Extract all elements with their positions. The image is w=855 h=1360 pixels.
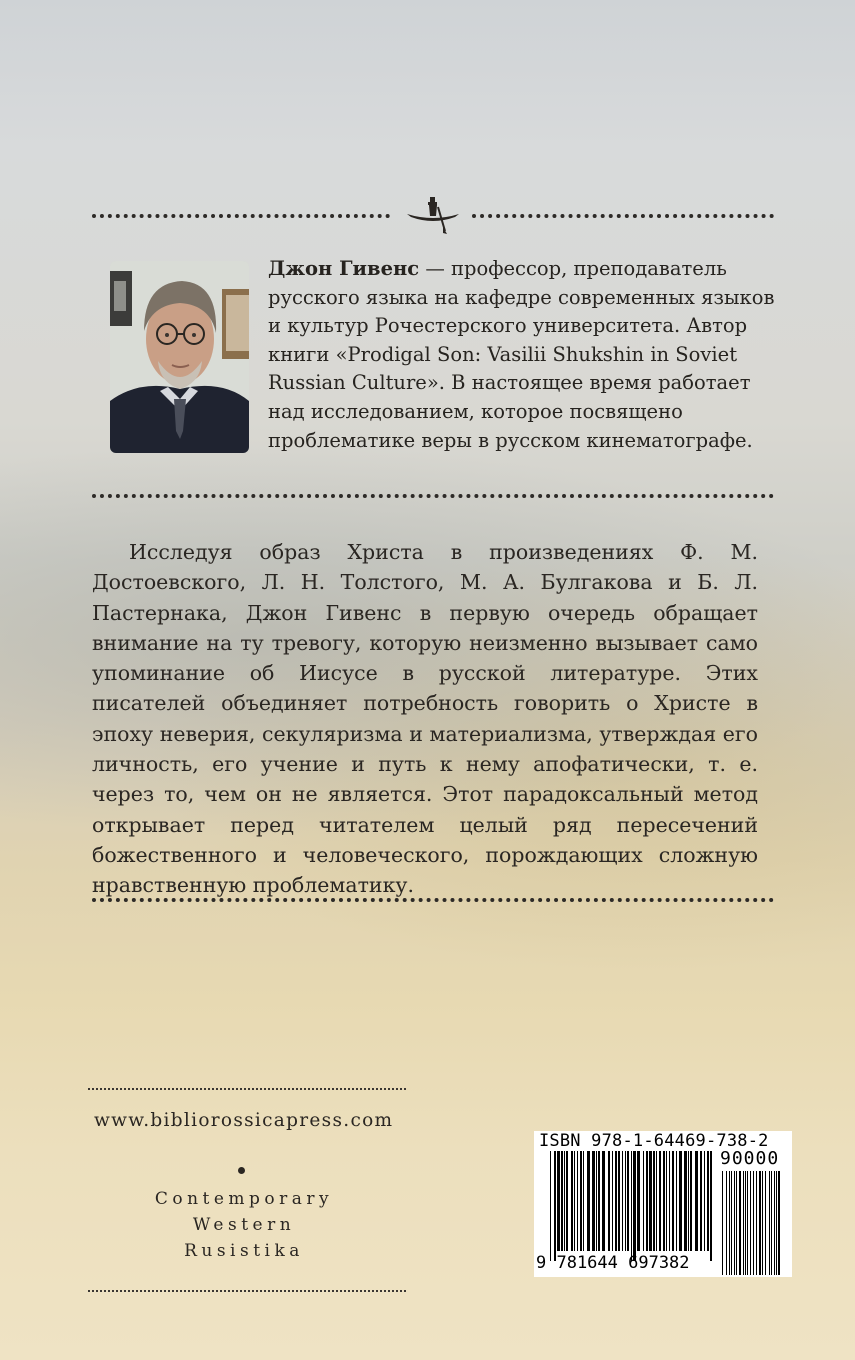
barcode-bar	[666, 1151, 667, 1251]
barcode-bar	[690, 1151, 692, 1251]
ean-digits: 9 781644 697382	[536, 1253, 690, 1273]
barcode-bar	[659, 1151, 661, 1251]
barcode-bar	[739, 1171, 741, 1275]
barcode-bar	[743, 1171, 744, 1275]
barcode-bar	[676, 1151, 677, 1251]
author-name: Джон Гивенс	[268, 257, 420, 280]
barcode-bar	[653, 1151, 655, 1251]
barcode-bar	[633, 1151, 636, 1261]
barcode-bar	[745, 1171, 746, 1275]
barcode-bar	[707, 1151, 709, 1251]
barcode-bar	[625, 1151, 626, 1251]
book-description: Исследуя образ Христа в произведениях Ф. М. Достоевского, Л. Н. Толстого, М. А. Булгакова и Б. Л. Пастернака, Джон Гивенс в первую очередь обращает внимание на ту тревогу, которую неизменно вызывает само упоминание об Иисусе в русской литературе. Этих писателей объединяет потребность говорить о Христе в эпоху неверия, секуляризма и материализма, утверждая его личность, его учение и путь к нему апофатически, т. е. через то, чем он не является. Этот парадоксальный метод открывает перед читателем целый ряд пересечений божественного и человеческого, порождающих сложную нравственную проблематику.	[92, 540, 758, 898]
price-addon: 90000	[720, 1148, 780, 1169]
barcode-bar	[736, 1171, 737, 1275]
barcode-bar	[734, 1171, 735, 1275]
barcode-bar	[608, 1151, 610, 1251]
barcode-bar	[771, 1171, 772, 1275]
series-line-3: Rusistika	[184, 1241, 304, 1261]
barcode-bar	[583, 1151, 584, 1251]
barcode-bar	[704, 1151, 705, 1251]
barcode-bar	[557, 1151, 560, 1251]
publisher-divider-bottom	[88, 1290, 406, 1292]
barcode-bar	[672, 1151, 674, 1251]
barcode-bar	[627, 1151, 629, 1251]
barcode-bar	[663, 1151, 665, 1251]
barcode-bar	[631, 1151, 632, 1261]
addon-bars	[720, 1171, 788, 1275]
barcode-bar	[598, 1151, 600, 1251]
barcode-bar	[612, 1151, 613, 1251]
barcode-bar	[550, 1151, 551, 1261]
barcode-bar	[602, 1151, 605, 1251]
barcode-bar	[684, 1151, 687, 1251]
barcode-bar	[596, 1151, 597, 1251]
publisher-divider-top	[88, 1088, 406, 1090]
barcode-bar	[649, 1151, 652, 1251]
barcode-bar	[695, 1151, 698, 1251]
top-divider-left	[92, 214, 390, 218]
middle-divider	[92, 494, 774, 498]
barcode-bar	[759, 1171, 761, 1275]
series-line-2: Western	[192, 1215, 296, 1235]
barcode-bar	[615, 1151, 617, 1251]
barcode-bar	[580, 1151, 582, 1251]
barcode-bar	[762, 1171, 763, 1275]
bullet-dot-icon	[238, 1167, 245, 1174]
barcode-bar	[571, 1151, 573, 1251]
barcode-bar	[577, 1151, 578, 1251]
isbn-label: ISBN 978-1-64469-738-2	[539, 1131, 769, 1151]
barcode-bar	[669, 1151, 670, 1251]
barcode-bar	[587, 1151, 590, 1251]
barcode-bar	[769, 1171, 770, 1275]
barcode-bar	[622, 1151, 623, 1251]
barcode-bar	[774, 1171, 775, 1275]
barcode-bar	[776, 1171, 777, 1275]
barcode-bar	[731, 1171, 732, 1275]
barcode-bar	[765, 1171, 766, 1275]
barcode-bar	[750, 1171, 751, 1275]
barcode-bar	[618, 1151, 620, 1251]
top-divider-right	[472, 214, 774, 218]
barcode-bar	[643, 1151, 644, 1251]
barcode-bar	[726, 1171, 727, 1275]
publisher-website: www.bibliorossicapress.com	[94, 1110, 394, 1131]
barcode-bar	[710, 1151, 712, 1261]
boat-rower-icon	[405, 196, 461, 236]
lower-divider	[92, 898, 774, 902]
barcode-bar	[778, 1171, 780, 1275]
series-line-1: Contemporary	[154, 1189, 334, 1209]
barcode-bar	[700, 1151, 702, 1251]
author-bio	[268, 255, 788, 455]
barcode-bar	[637, 1151, 640, 1251]
barcode-bar	[564, 1151, 565, 1251]
barcode-bar	[729, 1171, 730, 1275]
barcode-bar	[554, 1151, 556, 1261]
barcode-bar	[561, 1151, 563, 1251]
isbn-barcode	[534, 1131, 792, 1277]
barcode-bar	[688, 1151, 689, 1251]
author-photo	[110, 261, 249, 453]
author-bio-text: — профессор, преподаватель русского языка на кафедре современных языков и культур Рочестерского университета. Автор книги «Prodigal Son: Vasilii Shukshin in Soviet Russian Culture». В настоящее время работает над исследованием, которое посвящено проблематике веры в русском кинематографе.	[268, 257, 775, 452]
barcode-bar	[566, 1151, 568, 1251]
barcode-bar	[747, 1171, 748, 1275]
barcode-bar	[753, 1171, 754, 1275]
barcode-bar	[722, 1171, 723, 1275]
barcode-bar	[756, 1171, 757, 1275]
barcode-bar	[592, 1151, 595, 1251]
barcode-bar	[646, 1151, 648, 1251]
barcode-bar	[679, 1151, 682, 1251]
barcode-bar	[656, 1151, 657, 1251]
barcode-bar	[574, 1151, 575, 1251]
